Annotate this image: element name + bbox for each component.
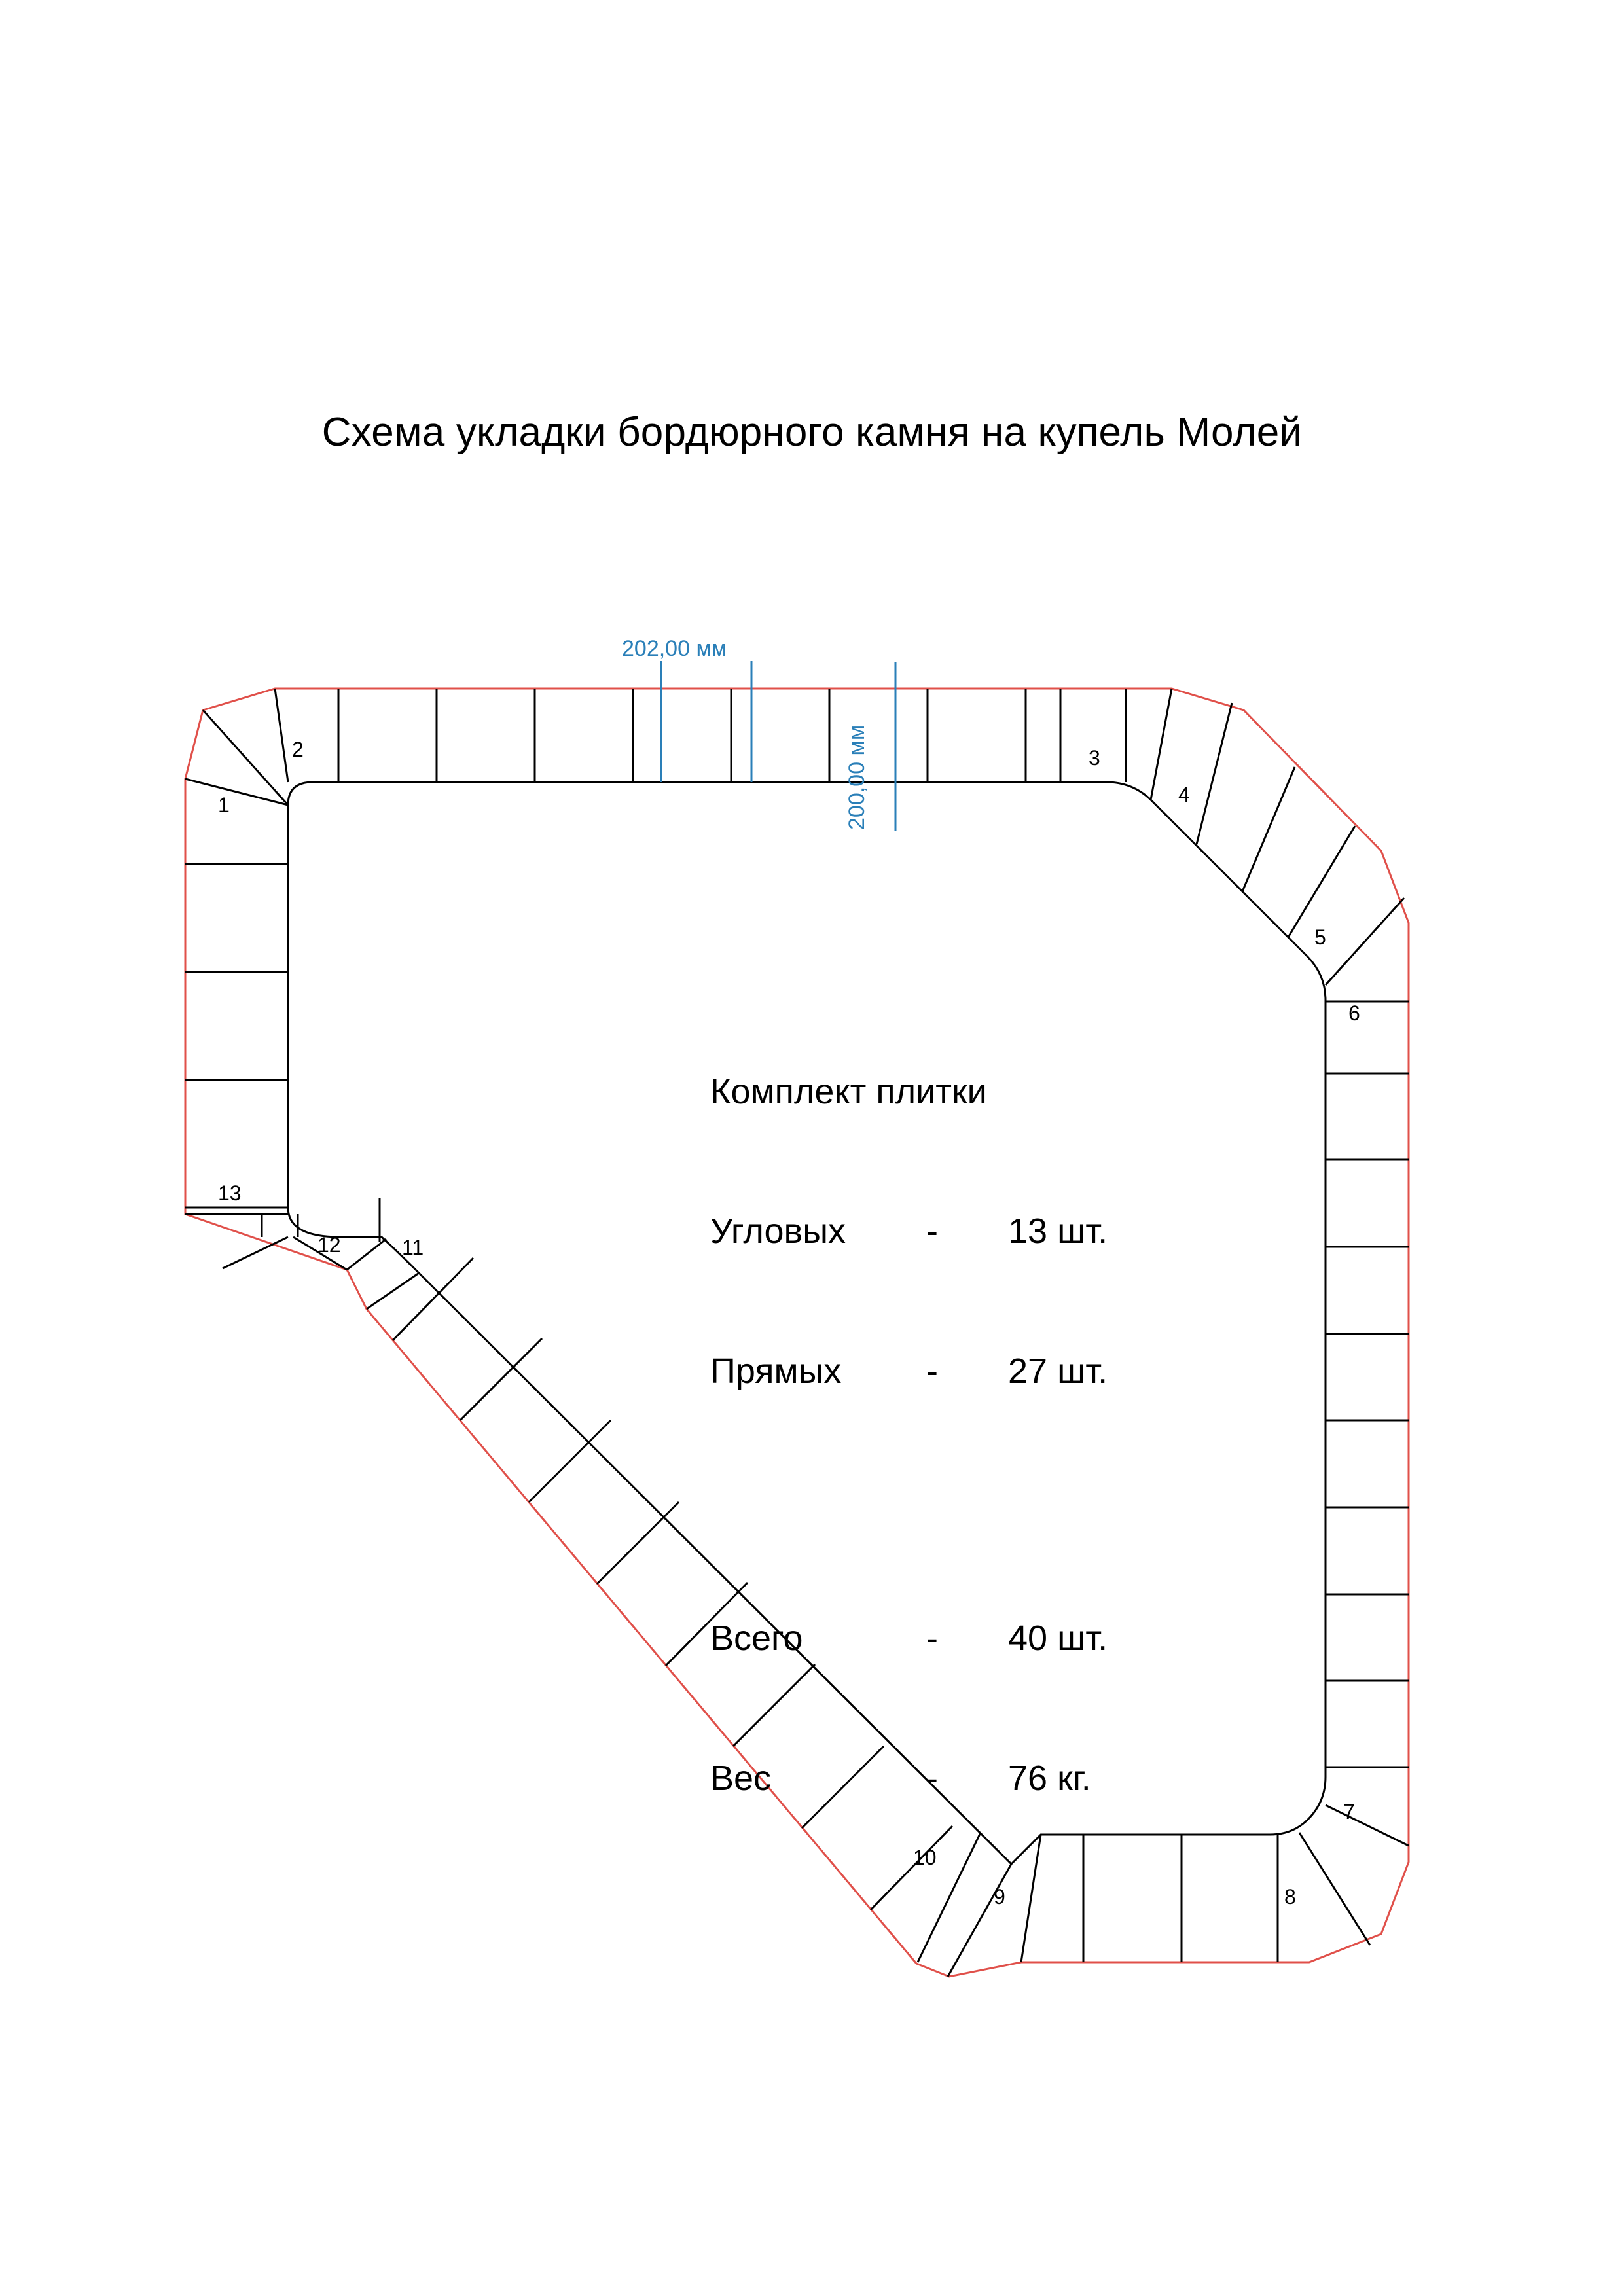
legend-value-total: 40 шт. <box>1008 1619 1108 1659</box>
tile-number-8: 8 <box>1284 1885 1296 1909</box>
legend-row-total <box>710 1615 1108 1662</box>
tile-set-legend <box>710 975 1108 1895</box>
tile-number-1: 1 <box>218 793 230 817</box>
legend-value-weight: 76 кг. <box>1008 1759 1091 1799</box>
legend-dash-total: - <box>926 1619 938 1659</box>
tile-number-10: 10 <box>913 1846 937 1869</box>
legend-row-corner <box>710 1208 1108 1255</box>
tile-number-12: 12 <box>317 1233 341 1257</box>
tile-number-9: 9 <box>994 1885 1005 1909</box>
legend-row-weight <box>710 1755 1108 1802</box>
legend-dash-corner: - <box>926 1211 938 1251</box>
tile-number-6: 6 <box>1348 1001 1360 1025</box>
legend-spacer <box>710 1488 1108 1522</box>
legend-value-straight: 27 шт. <box>1008 1352 1108 1391</box>
legend-heading: Комплект плитки <box>710 1071 987 1111</box>
tile-number-2: 2 <box>292 738 304 761</box>
legend-label-weight: Вес <box>710 1759 772 1799</box>
legend-label-corner: Угловых <box>710 1211 846 1251</box>
tile-seams-left <box>185 779 298 1237</box>
tile-seams-right <box>1326 1001 1409 1767</box>
tile-number-3: 3 <box>1089 746 1100 770</box>
tile-number-13: 13 <box>218 1181 242 1205</box>
tile-number-4: 4 <box>1178 783 1190 806</box>
dimension-vertical-label: 200,00 мм <box>844 725 869 830</box>
tile-number-7: 7 <box>1343 1800 1355 1823</box>
legend-dash-straight: - <box>926 1352 938 1391</box>
legend-row-straight <box>710 1348 1108 1395</box>
tile-number-5: 5 <box>1314 925 1326 949</box>
tile-seams-top <box>203 689 1126 805</box>
tile-number-11: 11 <box>402 1236 424 1259</box>
legend-label-total: Всего <box>710 1619 803 1659</box>
dimension-horizontal-label: 202,00 мм <box>622 636 727 661</box>
page-title: Схема укладки бордюрного камня на купель Молей <box>321 410 1303 455</box>
legend-dash-weight: - <box>926 1759 938 1799</box>
legend-value-corner: 13 шт. <box>1008 1211 1108 1251</box>
legend-label-straight: Прямых <box>710 1352 842 1391</box>
